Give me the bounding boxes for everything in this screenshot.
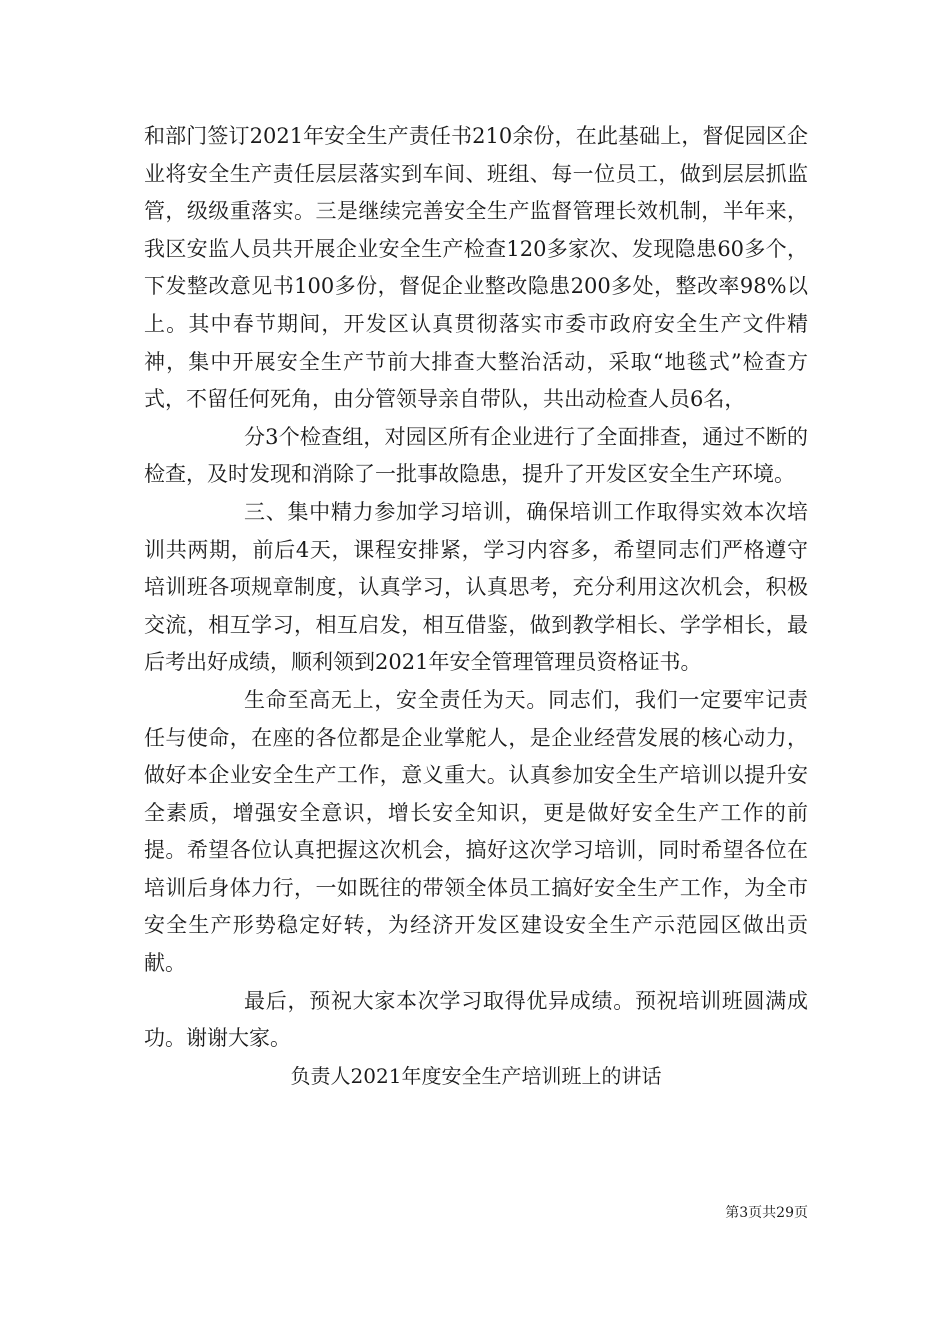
closing-title: 负责人2021年度安全生产培训班上的讲话 bbox=[290, 1063, 662, 1088]
paragraph-continuation: 和部门签订2021年安全生产责任书210余份，在此基础上，督促园区企业将安全生产责任层层落实到车间、班组、每一位员工，做到层层抓监管，级级重落实。三是继续完善安全生产监督管理长效机制，半年来，我区安监人员共开展企业安全生产检查120多家次、发现隐患60多个，下发整改意见书100多份，督促企业整改隐患200多处，整改率98%以上。其中春节期间，开发区认真贯彻落实市委市政府安全生产文件精神，集中开展安全生产节前大排查大整治活动，采取“地毯式”检查方式，不留任何死角，由分管领导亲自带队，共出动检查人员6名， bbox=[144, 124, 808, 412]
paragraph-inspection-groups: 分3个检查组，对园区所有企业进行了全面排查，通过不断的检查，及时发现和消除了一批事故隐患，提升了开发区安全生产环境。 bbox=[144, 424, 808, 487]
page-number: 第3页共29页 bbox=[725, 1205, 808, 1221]
paragraph-closing-wishes: 最后，预祝大家本次学习取得优异成绩。预祝培训班圆满成功。谢谢大家。 bbox=[144, 988, 808, 1051]
paragraph-training: 三、集中精力参加学习培训，确保培训工作取得实效本次培训共两期，前后4天，课程安排紧，学习内容多，希望同志们严格遵守培训班各项规章制度，认真学习，认真思考，充分利用这次机会，积极交流，相互学习，相互启发，相互借鉴，做到教学相长、学学相长，最后考出好成绩，顺利领到2021年安全管理管理员资格证书。 bbox=[144, 499, 808, 675]
document-body bbox=[144, 118, 808, 1095]
paragraph-safety-responsibility: 生命至高无上，安全责任为天。同志们，我们一定要牢记责任与使命，在座的各位都是企业掌舵人，是企业经营发展的核心动力，做好本企业安全生产工作，意义重大。认真参加安全生产培训以提升安全素质，增强安全意识，增长安全知识，更是做好安全生产工作的前提。希望各位认真把握这次机会，搞好这次学习培训，同时希望各位在培训后身体力行，一如既往的带领全体员工搞好安全生产工作，为全市安全生产形势稳定好转，为经济开发区建设安全生产示范园区做出贡献。 bbox=[144, 687, 808, 976]
